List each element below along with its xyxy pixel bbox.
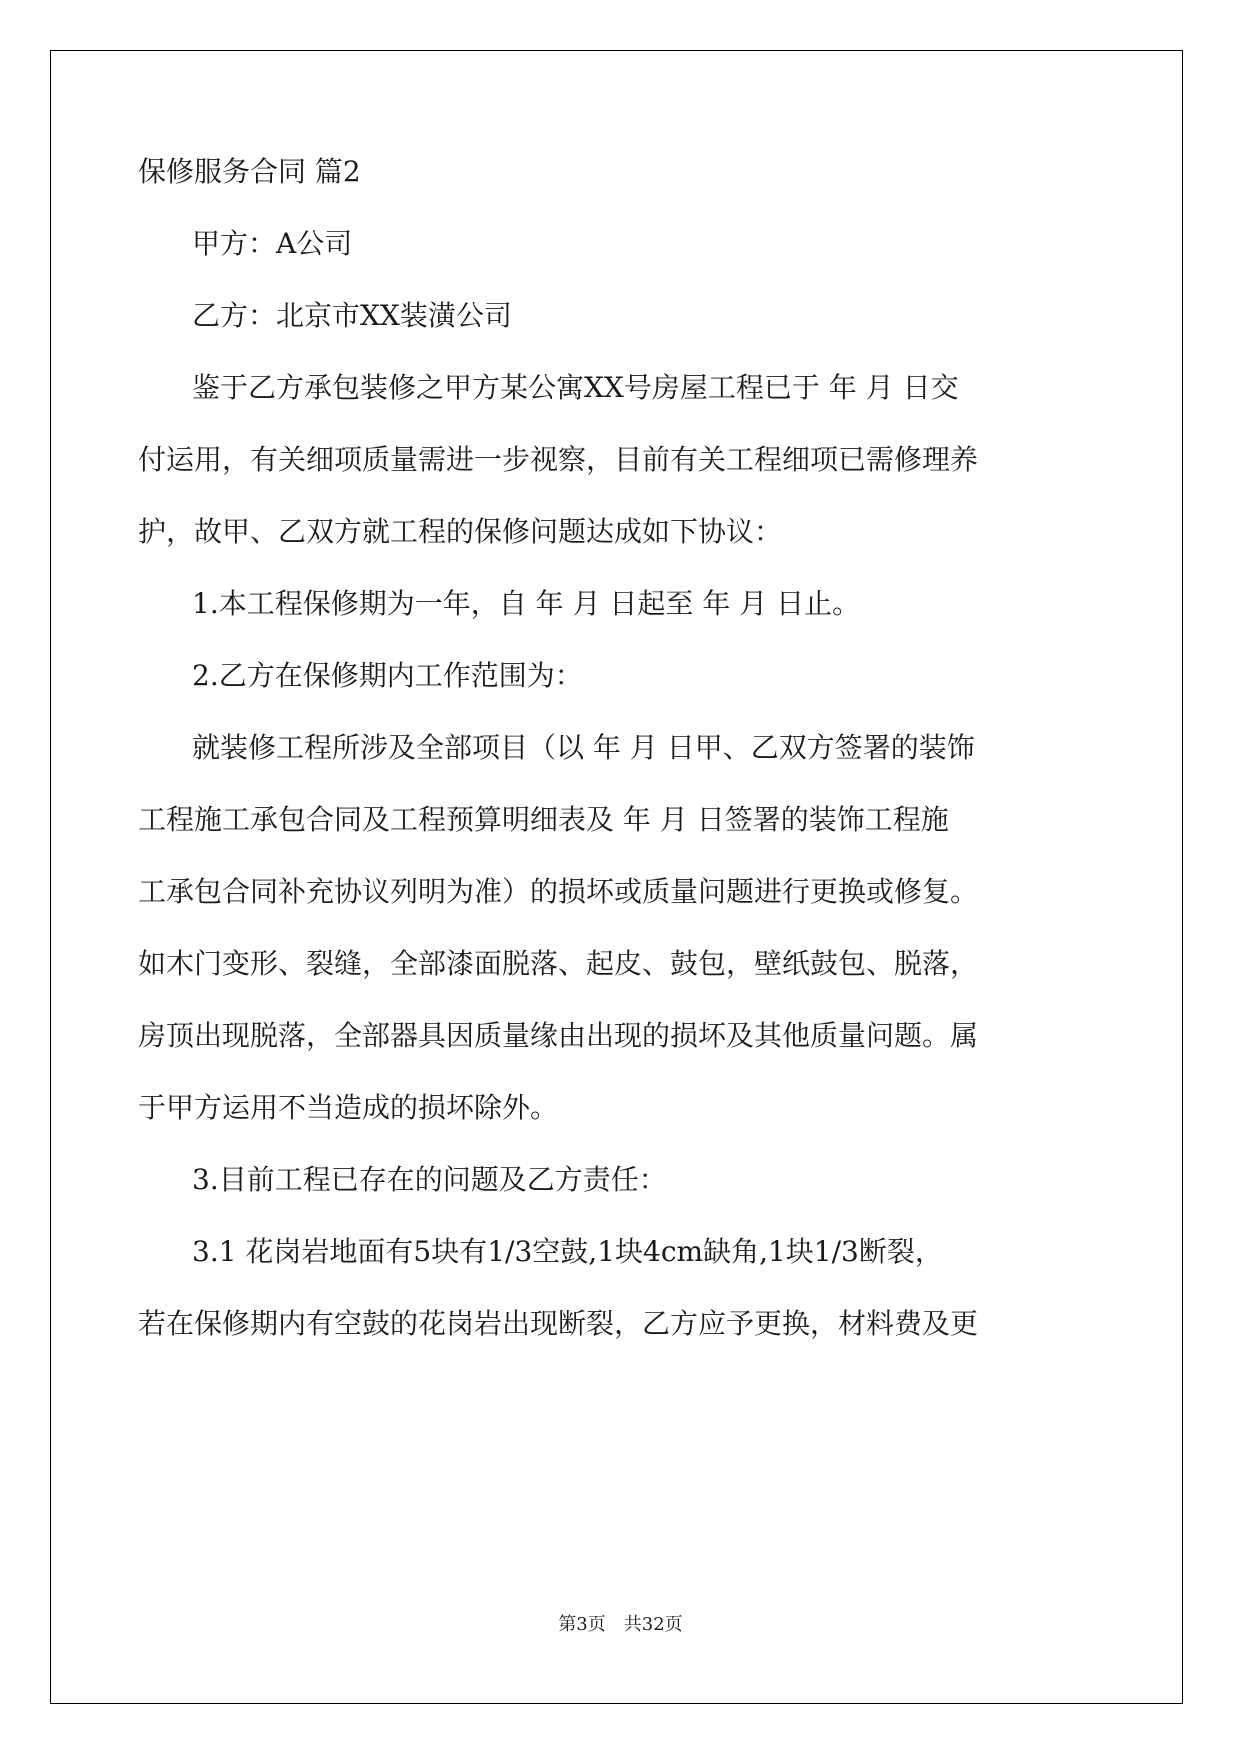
paragraph-line: 于甲方运用不当造成的损坏除外。	[138, 1091, 559, 1124]
paragraph-line: 护，故甲、乙双方就工程的保修问题达成如下协议：	[138, 515, 783, 548]
paragraph-line: 若在保修期内有空鼓的花岗岩出现断裂，乙方应予更换，材料费及更	[138, 1307, 979, 1340]
paragraph-line: 工承包合同补充协议列明为准）的损坏或质量问题进行更换或修复。	[138, 875, 979, 908]
clause-1-line: 1.本工程保修期为一年，自 年 月 日起至 年 月 日止。	[192, 587, 861, 620]
page-number-footer: 第3页 共32页	[558, 1614, 683, 1635]
paragraph-line: 房顶出现脱落，全部器具因质量缘由出现的损坏及其他质量问题。属	[138, 1019, 979, 1052]
paragraph-line: 鉴于乙方承包装修之甲方某公寓XX号房屋工程已于 年 月 日交	[192, 371, 959, 404]
clause-2-line: 2.乙方在保修期内工作范围为：	[192, 659, 583, 692]
paragraph-line: 就装修工程所涉及全部项目（以 年 月 日甲、乙双方签署的装饰	[192, 731, 975, 764]
party-b-line: 乙方：北京市XX装潢公司	[192, 299, 512, 332]
paragraph-line: 付运用，有关细项质量需进一步视察，目前有关工程细项已需修理养	[138, 443, 979, 476]
clause-3-line: 3.目前工程已存在的问题及乙方责任：	[192, 1163, 667, 1196]
paragraph-line: 工程施工承包合同及工程预算明细表及 年 月 日签署的装饰工程施	[138, 803, 949, 836]
document-title: 保修服务合同 篇2	[138, 155, 361, 188]
party-a-line: 甲方：A公司	[192, 227, 353, 260]
paragraph-line: 如木门变形、裂缝，全部漆面脱落、起皮、鼓包，壁纸鼓包、脱落，	[138, 947, 979, 980]
clause-3-1-line: 3.1 花岗岩地面有5块有1/3空鼓,1块4cm缺角,1块1/3断裂，	[192, 1235, 943, 1268]
